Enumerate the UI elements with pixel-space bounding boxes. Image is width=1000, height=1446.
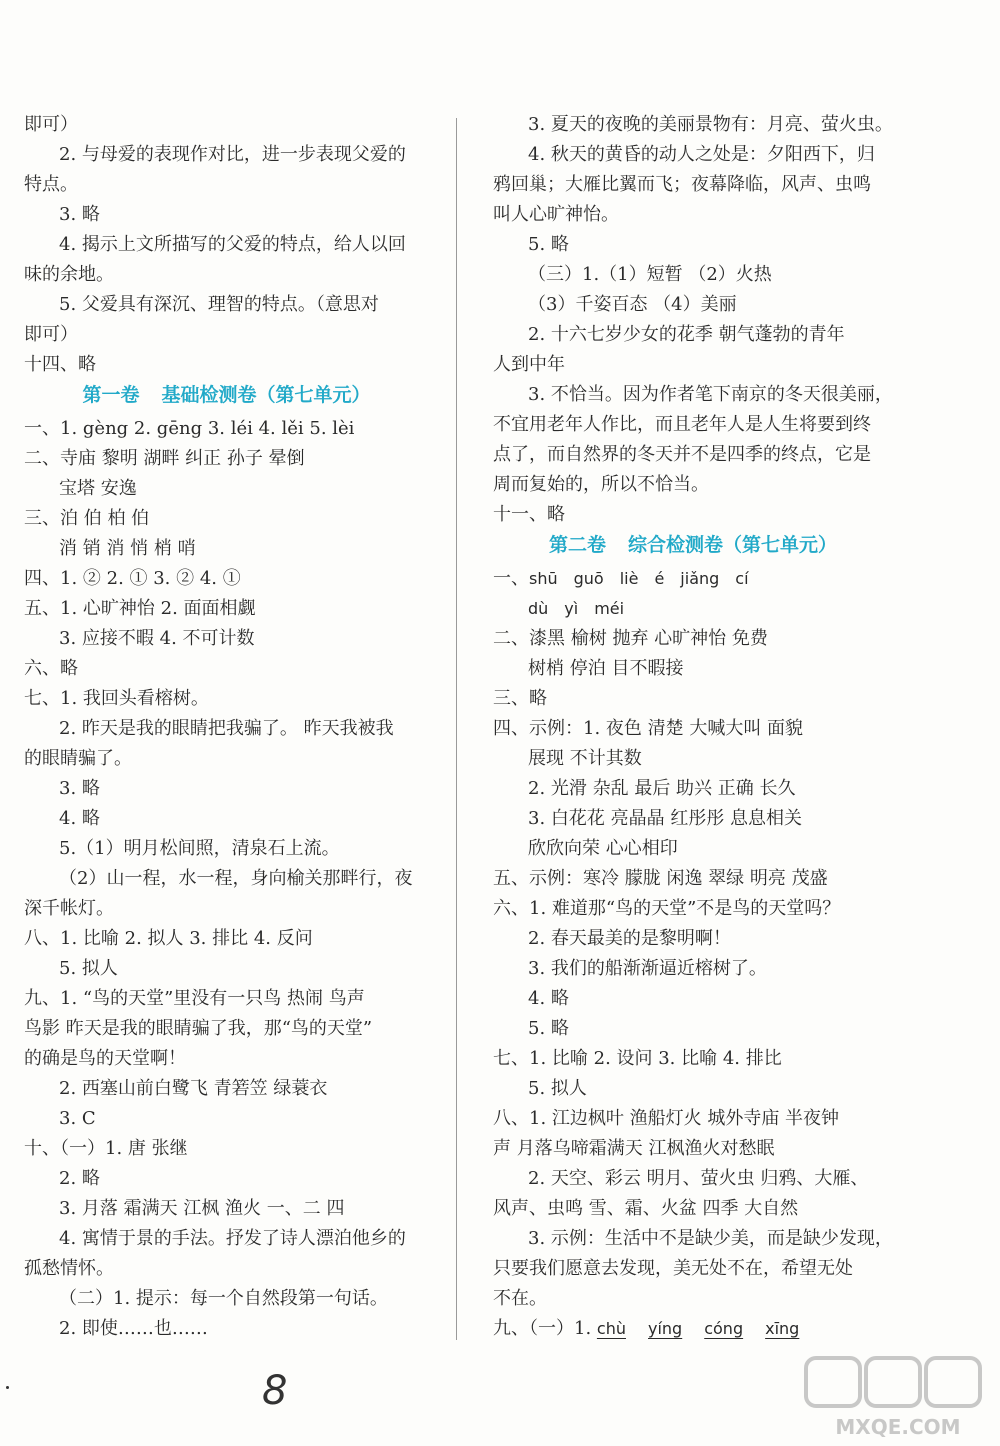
pinyin-item: shū [529,569,558,588]
right-column [493,110,893,1344]
answer-line: 十一、略 [493,504,565,525]
column-divider [456,118,457,1340]
answer-line: 九、1. “鸟的天堂”里没有一只鸟 热闹 鸟声 [24,988,365,1009]
answer-line: 十、（一）1. 唐 张继 [24,1138,188,1159]
pinyin-item: liè [619,569,639,588]
answer-line: 五、1. 心旷神怡 2. 面面相觑 [24,598,256,619]
header-part-label: 第一卷 [82,384,140,406]
answer-line: 的眼睛骗了。 [24,748,132,769]
left-answers-top [24,110,429,380]
left-answers-main [24,414,429,1344]
answer-line: 特点。 [24,174,78,195]
answer-line: 味的余地。 [24,264,114,285]
left-column [24,110,429,1344]
answer-line: 即可） [24,114,78,135]
pinyin-item: guō [573,569,604,588]
answer-line: 2. 春天最美的是黎明啊！ [528,928,731,949]
answer-line: 3. 白花花 亮晶晶 红彤彤 息息相关 [528,808,803,829]
svg-text:MXQE.COM: MXQE.COM [835,1415,961,1439]
pinyin-item: cóng [704,1319,744,1338]
answer-line: 3. 略 [59,204,100,225]
answer-line: 3. 不恰当。因为作者笔下南京的冬天很美丽， [528,384,893,405]
answer-line: 5.（1）明月松间照，清泉石上流。 [59,838,340,859]
answer-line: 5. 略 [528,234,569,255]
answer-line: 2. 光滑 杂乱 最后 助兴 正确 长久 [528,778,796,799]
answer-line: 三、略 [493,688,547,709]
pinyin-item: yì [564,599,579,618]
answer-line: 4. 略 [528,988,569,1009]
pinyin-group [528,598,640,619]
answer-line: 十四、略 [24,354,96,375]
right-answers-top [493,110,893,530]
answer-line: 六、略 [24,658,78,679]
pinyin-item: jiǎng [680,569,720,588]
answer-line: 消 销 消 悄 梢 哨 [59,538,196,559]
answer-line: 4. 揭示上文所描写的父爱的特点，给人以回 [59,234,406,255]
pinyin-item: é [654,569,665,588]
pinyin-line-last [493,1314,893,1344]
answer-line: 2. 即使……也…… [59,1318,208,1339]
pinyin-line-2 [493,594,893,624]
answer-line: 2. 略 [59,1168,100,1189]
answer-line: 三、泊 伯 柏 伯 [24,508,150,529]
watermark-logo [802,1350,992,1440]
answer-line: 风声、虫鸣 雪、霜、火盆 四季 大自然 [493,1198,799,1219]
answer-line: 孤愁情怀。 [24,1258,114,1279]
answer-line: 二、寺庙 黎明 湖畔 纠正 孙子 晕倒 [24,448,305,469]
answer-line: （二）1. 提示：每一个自然段第一句话。 [59,1288,388,1309]
answer-line: 3. 夏天的夜晚的美丽景物有：月亮、萤火虫。 [528,114,893,135]
answer-line: 八、1. 比喻 2. 拟人 3. 排比 4. 反问 [24,928,313,949]
answer-line: 2. 天空、彩云 明月、萤火虫 归鸦、大雁、 [528,1168,869,1189]
pinyin-item: chù [596,1319,626,1338]
answer-line: 不在。 [493,1288,547,1309]
pinyin-item: yíng [648,1319,683,1338]
answer-line: 的确是鸟的天堂啊！ [24,1048,186,1069]
answer-line: 一、1. gèng 2. gēng 3. léi 4. lěi 5. lèi [24,418,355,439]
answer-line: 周而复始的，所以不恰当。 [493,474,709,495]
answer-line: （3）千姿百态 （4）美丽 [528,294,737,315]
answer-line: 5. 略 [528,1018,569,1039]
answer-line: 4. 略 [59,808,100,829]
pinyin-item: dù [528,599,549,618]
answer-line: 五、示例：寒冷 朦胧 闲逸 翠绿 明亮 茂盛 [493,868,828,889]
answer-line: （2）山一程，水一程，身向榆关那畔行，夜 [59,868,413,889]
answer-line: 即可） [24,324,78,345]
answer-line: 点了，而自然界的冬天并不是四季的终点，它是 [493,444,871,465]
answer-line: 鸟影 昨天是我的眼睛骗了我，那“鸟的天堂” [24,1018,373,1039]
pinyin-line-1 [493,564,893,594]
answer-line: 3. 我们的船渐渐逼近榕树了。 [528,958,767,979]
answer-line: 4. 秋天的黄昏的动人之处是：夕阳西下，归 [528,144,875,165]
answer-line: 不宜用老年人作比，而且老年人是人生将要到终 [493,414,871,435]
answer-line: 六、1. 难道那“鸟的天堂”不是鸟的天堂吗？ [493,898,841,919]
answer-line: 4. 寓情于景的手法。抒发了诗人漂泊他乡的 [59,1228,406,1249]
answer-line: 5. 拟人 [528,1078,587,1099]
answer-line: 二、漆黑 榆树 抛弃 心旷神怡 免费 [493,628,768,649]
answer-line: 欣欣向荣 心心相印 [528,838,678,859]
answer-line: 3. 月落 霜满天 江枫 渔火 一、二 四 [59,1198,345,1219]
answer-line: 2. 与母爱的表现作对比，进一步表现父爱的 [59,144,406,165]
pinyin-item: méi [594,599,625,618]
right-answers-main [493,624,893,1314]
answer-line: 宝塔 安逸 [59,478,137,499]
header-title: 综合检测卷（第七单元） [628,534,838,556]
header-part-label: 第二卷 [548,534,606,556]
stray-dot [6,1386,9,1389]
page-number: 8 [262,1368,288,1414]
answer-line: （三）1.（1）短暂 （2）火热 [528,264,772,285]
answer-line: 3. C [59,1108,96,1129]
answer-line: 5. 父爱具有深沉、理智的特点。（意思对 [59,294,379,315]
pinyin-group [529,568,765,589]
answer-line: 5. 拟人 [59,958,118,979]
header-title: 基础检测卷（第七单元） [161,384,371,406]
answer-line: 深千帐灯。 [24,898,114,919]
answer-line: 只要我们愿意去发现，美无处不在，希望无处 [493,1258,853,1279]
question-label: 九、（一）1. [493,1318,592,1339]
pinyin-item: xīng [765,1319,800,1338]
pinyin-group-underlined [597,1318,821,1339]
answer-line: 3. 示例：生活中不是缺少美，而是缺少发现， [528,1228,893,1249]
section-header-volume-1 [24,380,429,414]
answer-line: 四、1. ② 2. ① 3. ② 4. ① [24,568,241,589]
answer-line: 3. 应接不暇 4. 不可计数 [59,628,255,649]
answer-line: 七、1. 比喻 2. 设问 3. 比喻 4. 排比 [493,1048,782,1069]
question-label: 一、 [493,568,529,589]
answer-line: 2. 十六七岁少女的花季 朝气蓬勃的青年 [528,324,845,345]
answer-line: 2. 西塞山前白鹭飞 青箬笠 绿蓑衣 [59,1078,328,1099]
answer-line: 叫人心旷神怡。 [493,204,619,225]
answer-line: 七、1. 我回头看榕树。 [24,688,209,709]
answer-line: 鸦回巢；大雁比翼而飞；夜幕降临，风声、虫鸣 [493,174,871,195]
answer-line: 展现 不计其数 [528,748,642,769]
answer-line: 八、1. 江边枫叶 渔船灯火 城外寺庙 半夜钟 [493,1108,840,1129]
answer-line: 声 月落乌啼霜满天 江枫渔火对愁眠 [493,1138,775,1159]
answer-line: 四、示例：1. 夜色 清楚 大喊大叫 面貌 [493,718,804,739]
section-header-volume-2 [493,530,893,564]
answer-line: 树梢 停泊 目不暇接 [528,658,684,679]
pinyin-item: cí [735,569,749,588]
answer-line: 3. 略 [59,778,100,799]
answer-line: 人到中年 [493,354,565,375]
answer-line: 2. 昨天是我的眼睛把我骗了。 昨天我被我 [59,718,394,739]
